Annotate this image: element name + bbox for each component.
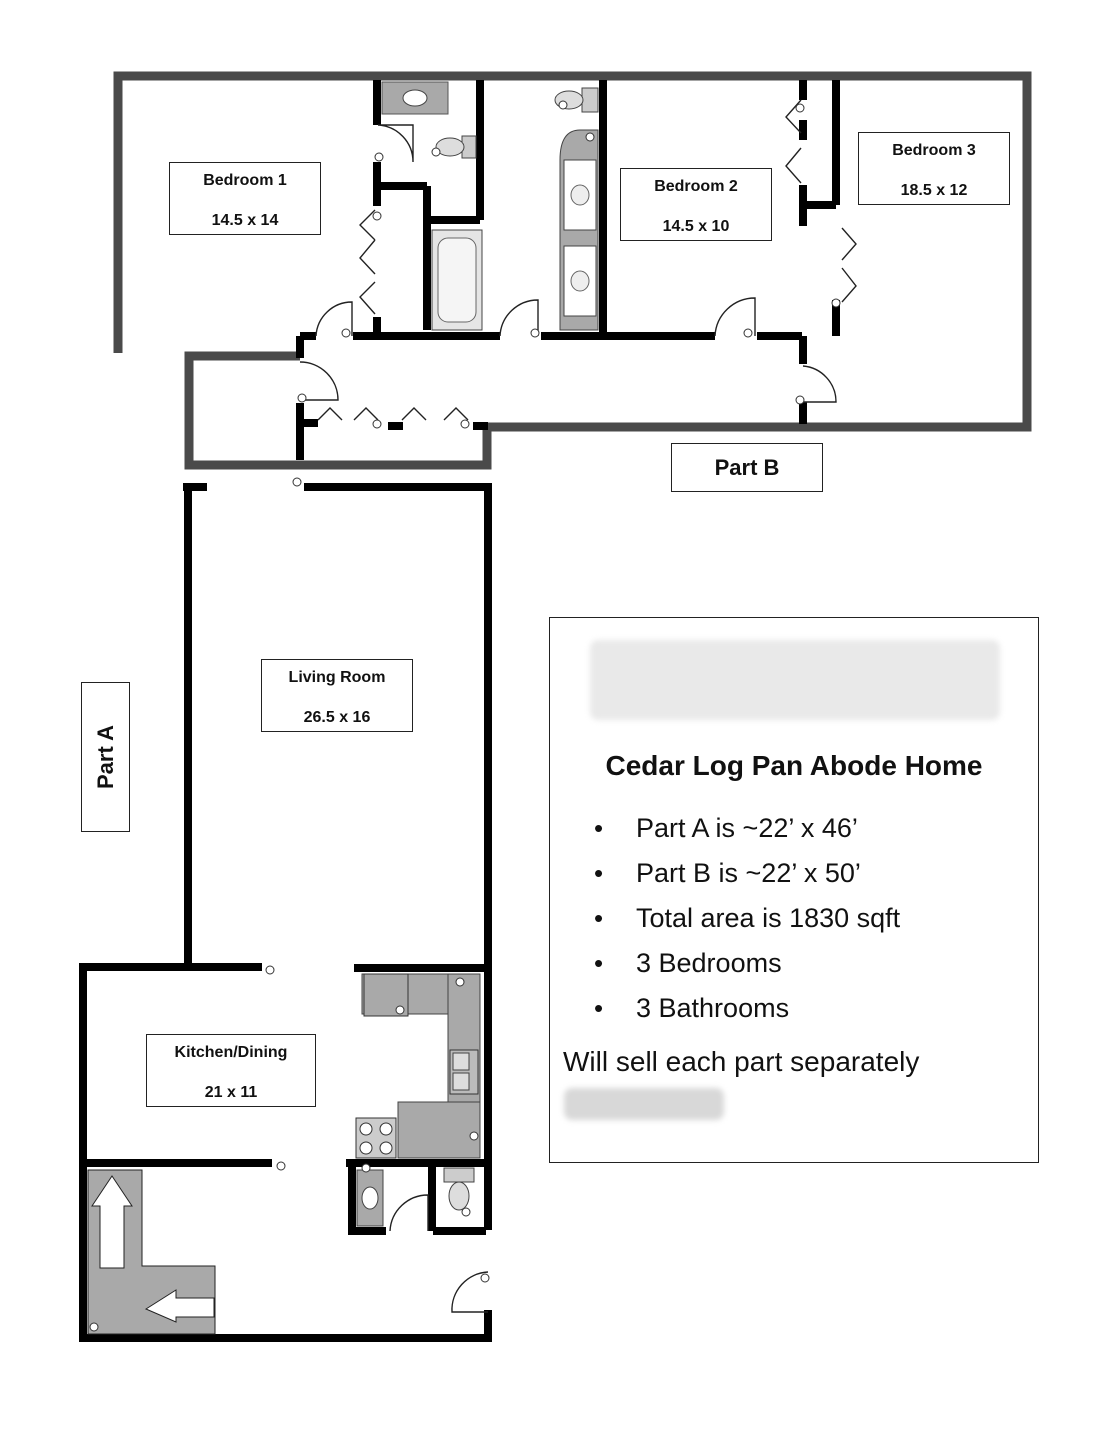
burner-3	[360, 1142, 372, 1154]
burner-2	[380, 1123, 392, 1135]
bedroom-3-name: Bedroom 3	[892, 142, 976, 159]
info-bullets	[586, 806, 900, 1031]
part-b-text: Part B	[714, 454, 780, 480]
info-title: Cedar Log Pan Abode Home	[605, 750, 983, 781]
part-a-text: Part A	[92, 725, 118, 789]
part-b-fixtures	[382, 82, 598, 330]
sink-b1	[403, 90, 427, 106]
kitchen-counter-bottom	[398, 1102, 480, 1158]
bedroom-1-name: Bedroom 1	[203, 172, 287, 189]
basin-b2-bottom	[571, 271, 589, 291]
kitchen-dining-dims: 21 x 11	[204, 1084, 258, 1101]
burner-1	[360, 1123, 372, 1135]
sink-basin-2	[453, 1073, 469, 1090]
part-b-label	[671, 443, 823, 492]
bullet-bedrooms: • 3 Bedrooms	[586, 941, 900, 986]
bedroom-3-label	[858, 132, 1010, 205]
part-a-doors	[390, 1195, 488, 1312]
bedroom-1-label	[169, 162, 321, 235]
bullet-part-b: • Part B is ~22’ x 50’	[586, 851, 900, 896]
sink-basin-1	[453, 1053, 469, 1070]
burner-4	[380, 1142, 392, 1154]
bedroom-3-dims: 18.5 x 12	[900, 182, 968, 199]
bullet-part-a: • Part A is ~22’ x 46’	[586, 806, 900, 851]
living-room-label	[261, 659, 413, 732]
living-room-dims: 26.5 x 16	[303, 709, 371, 726]
kitchen-dining-label	[146, 1034, 316, 1107]
bedroom-2-dims: 14.5 x 10	[662, 218, 730, 235]
bullet-bathrooms: • 3 Bathrooms	[586, 986, 900, 1031]
bullet-total-area: • Total area is 1830 sqft	[586, 896, 900, 941]
kitchen-dining-name: Kitchen/Dining	[174, 1044, 288, 1061]
info-box	[549, 617, 1039, 1163]
bedroom-2-name: Bedroom 2	[654, 178, 738, 195]
living-room-name: Living Room	[288, 669, 386, 686]
part-a-fixtures	[88, 974, 480, 1334]
toilet-tank-a	[444, 1168, 474, 1182]
smudge-top	[590, 640, 1000, 720]
sell-note: Will sell each part separately	[563, 1046, 920, 1077]
part-a-label	[81, 682, 130, 832]
bathtub-inner	[438, 238, 476, 322]
bedroom-2-label	[620, 168, 772, 241]
sink-a	[362, 1187, 378, 1209]
toilet-tank-b2	[582, 88, 598, 112]
toilet-bowl-a	[449, 1182, 469, 1210]
smudge-bottom	[564, 1088, 724, 1120]
basin-b2-top	[571, 185, 589, 205]
bedroom-1-dims: 14.5 x 14	[211, 212, 279, 229]
